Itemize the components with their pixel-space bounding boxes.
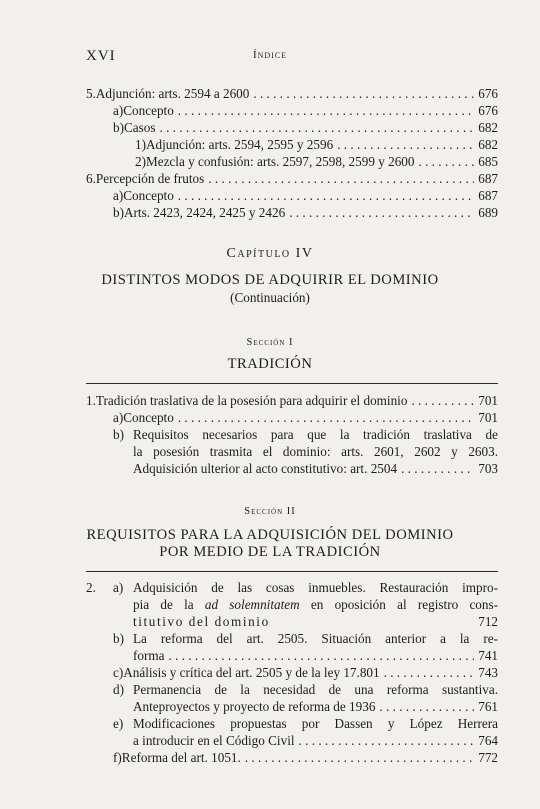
section-title-line: POR MEDIO DE LA TRADICIÓN xyxy=(159,544,381,560)
dot-leader xyxy=(169,648,475,664)
toc-entry[interactable] xyxy=(86,86,498,102)
section-title-line: REQUISITOS PARA LA ADQUISICIÓN DEL DOMINIO xyxy=(86,527,454,543)
entry-text-line: Permanencia de la necesidad de una reforma sustantiva. xyxy=(133,682,498,697)
entry-number: 2. xyxy=(86,580,96,595)
dot-leader xyxy=(289,205,474,221)
entry-text: Percepción de frutos xyxy=(95,171,205,186)
entry-text: forma xyxy=(133,648,165,663)
entry-text-line: Adquisición de las cosas inmuebles. Restauración impro- xyxy=(133,580,498,595)
dot-leader xyxy=(418,154,474,170)
dot-leader xyxy=(299,733,475,749)
entry-page: 701 xyxy=(478,410,498,425)
entry-page: 685 xyxy=(478,154,498,169)
toc-entry[interactable] xyxy=(113,188,498,204)
entry-text: Casos xyxy=(124,120,156,135)
entry-page: 676 xyxy=(478,86,498,101)
toc-entry[interactable] xyxy=(113,205,498,221)
entry-text-line: Modificaciones propuestas por Dassen y López Herrera xyxy=(133,716,498,731)
entry-page: 761 xyxy=(478,699,498,714)
entry-number: b) xyxy=(113,120,124,135)
entry-text: Arts. 2423, 2424, 2425 y 2426 xyxy=(124,205,286,220)
dot-leader xyxy=(178,410,474,426)
section-title: TRADICIÓN xyxy=(227,356,313,372)
latin-term: ad solemnitatem xyxy=(204,597,300,612)
entry-text-line xyxy=(133,597,498,613)
entry-number: a) xyxy=(113,410,124,425)
chapter-label: Capítulo IV xyxy=(226,246,314,261)
toc-entry[interactable] xyxy=(135,137,498,153)
divider-line xyxy=(86,571,498,572)
toc-entry[interactable] xyxy=(133,699,498,715)
entry-number: d) xyxy=(113,682,124,697)
entry-text: Adquisición ulterior al acto constitutivo: art. 2504 xyxy=(133,461,398,476)
toc-entry[interactable] xyxy=(113,750,498,766)
entry-number: f) xyxy=(113,750,122,765)
entry-page: 703 xyxy=(478,461,498,476)
entry-number: a) xyxy=(113,188,124,203)
dot-leader xyxy=(253,86,474,102)
entry-page: 682 xyxy=(478,137,498,152)
running-header: Índice xyxy=(252,49,288,61)
entry-page: 764 xyxy=(478,733,498,748)
dot-leader xyxy=(379,699,474,715)
entry-text-line: La reforma del art. 2505. Situación anterior a la re- xyxy=(133,631,498,646)
entry-number: 5. xyxy=(86,86,96,101)
toc-entry[interactable] xyxy=(86,171,498,187)
entry-page: 741 xyxy=(478,648,498,663)
text-run: en oposición al registro cons- xyxy=(310,597,499,612)
toc-entry[interactable] xyxy=(86,393,498,409)
dot-leader xyxy=(178,188,474,204)
entry-number: e) xyxy=(113,716,124,731)
dot-leader xyxy=(178,103,474,119)
toc-entry[interactable] xyxy=(135,154,498,170)
entry-number: b) xyxy=(113,427,124,442)
entry-text-line: Requisitos necesarios para que la tradición traslativa de xyxy=(133,427,498,442)
toc-entry[interactable] xyxy=(133,733,498,749)
entry-text: Reforma del art. 1051. xyxy=(121,750,241,765)
entry-text-line: la posesión trasmita el dominio: arts. 2601, 2602 y 2603. xyxy=(133,444,498,459)
toc-entry[interactable] xyxy=(133,648,498,664)
entry-text: Mezcla y confusión: arts. 2597, 2598, 2599 y 2600 xyxy=(146,154,415,169)
entry-text: titutivo del dominio xyxy=(133,614,270,629)
dot-leader xyxy=(245,750,474,766)
entry-number: 1) xyxy=(135,137,146,152)
entry-number: 2) xyxy=(135,154,146,169)
toc-entry[interactable] xyxy=(133,614,498,630)
dot-leader xyxy=(160,120,475,136)
chapter-subtitle: (Continuación) xyxy=(230,290,310,305)
dot-leader xyxy=(208,171,474,187)
entry-number: a) xyxy=(113,103,124,118)
divider-line xyxy=(86,383,498,384)
text-run: pia de la xyxy=(133,597,194,612)
entry-page: 687 xyxy=(478,188,498,203)
entry-text: Concepto xyxy=(123,188,174,203)
entry-text: Adjunción: arts. 2594, 2595 y 2596 xyxy=(146,137,334,152)
entry-page: 712 xyxy=(478,614,498,629)
entry-page: 772 xyxy=(478,750,498,765)
dot-leader xyxy=(337,137,474,153)
entry-number: b) xyxy=(113,631,124,646)
toc-entry[interactable] xyxy=(133,461,498,477)
entry-page: 743 xyxy=(478,665,498,680)
section-label: Sección I xyxy=(246,337,294,348)
entry-page: 701 xyxy=(478,393,498,408)
toc-entry[interactable] xyxy=(113,410,498,426)
toc-entry[interactable] xyxy=(113,120,498,136)
chapter-title: DISTINTOS MODOS DE ADQUIRIR EL DOMINIO xyxy=(101,272,439,288)
entry-text: Adjunción: arts. 2594 a 2600 xyxy=(95,86,250,101)
entry-number: 6. xyxy=(86,171,96,186)
dot-leader xyxy=(384,665,475,681)
dot-leader xyxy=(411,393,474,409)
entry-page: 689 xyxy=(478,205,498,220)
entry-page: 682 xyxy=(478,120,498,135)
entry-page: 687 xyxy=(478,171,498,186)
toc-entry[interactable] xyxy=(113,665,498,681)
entry-text: Tradición traslativa de la posesión para adquirir el dominio xyxy=(95,393,408,408)
entry-text: a introducir en el Código Civil xyxy=(133,733,295,748)
entry-number: b) xyxy=(113,205,124,220)
section-label: Sección II xyxy=(244,506,296,517)
entry-text: Concepto xyxy=(123,103,174,118)
entry-text: Anteproyectos y proyecto de reforma de 1936 xyxy=(133,699,376,714)
entry-page: 676 xyxy=(478,103,498,118)
entry-number: 1. xyxy=(86,393,96,408)
toc-entry[interactable] xyxy=(113,103,498,119)
entry-number: c) xyxy=(113,665,124,680)
page-number-roman: XVI xyxy=(86,48,116,64)
entry-number: a) xyxy=(113,580,124,595)
entry-text: Análisis y crítica del art. 2505 y de la ley 17.801 xyxy=(123,665,380,680)
entry-text: Concepto xyxy=(123,410,174,425)
dot-leader xyxy=(401,461,474,477)
